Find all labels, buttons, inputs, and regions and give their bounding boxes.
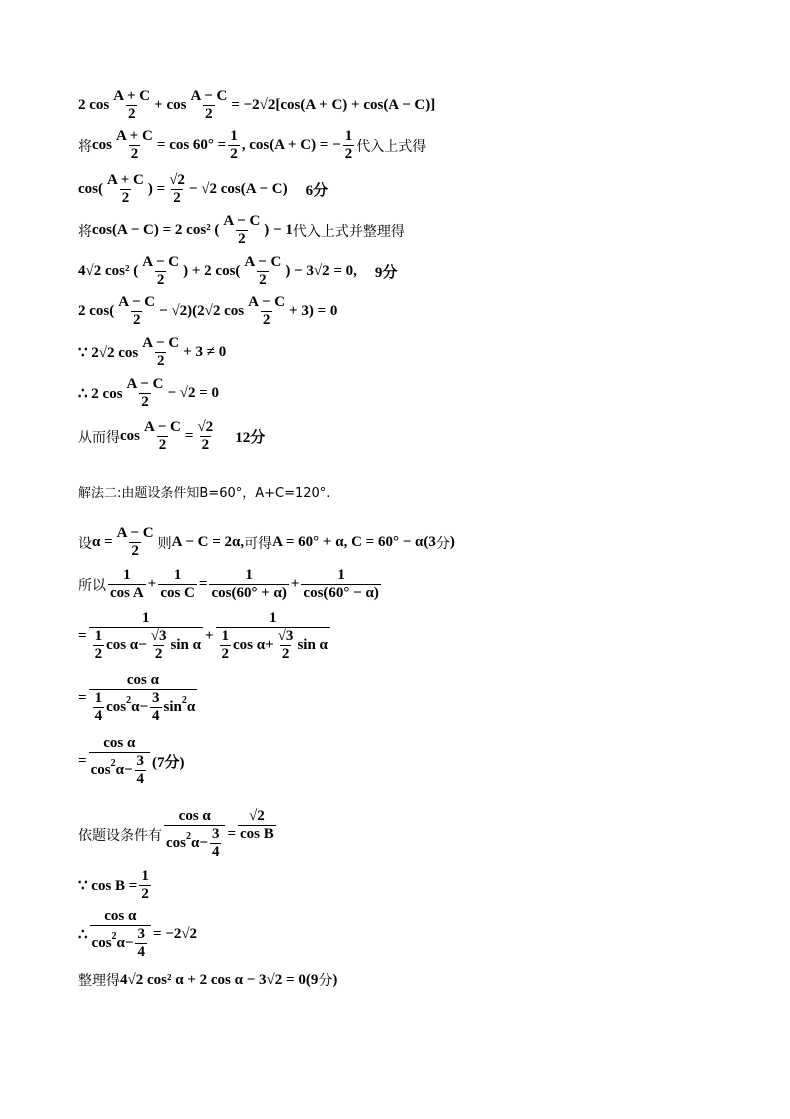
denominator: 4 (136, 771, 144, 787)
expr: 4√2 cos² ( (78, 263, 139, 279)
fraction (238, 808, 276, 843)
text: 所以 (78, 577, 106, 594)
fraction (301, 567, 380, 602)
fraction (158, 567, 197, 602)
text: 将 (78, 138, 92, 155)
denominator: 2 (127, 106, 136, 122)
expr: cos(A − C) = 2 cos² ( (92, 222, 220, 238)
expr: − (199, 835, 208, 851)
equation-line-19 (78, 970, 337, 990)
expr: 2 cos (78, 97, 110, 113)
numerator: √2 (249, 808, 265, 824)
numerator: 1 (94, 690, 103, 706)
numerator: √3 (150, 628, 167, 644)
denominator: 2 (230, 146, 238, 162)
expr: = −2√2 (152, 926, 198, 942)
expr: − (124, 935, 134, 951)
expr: ∵ 2√2 cos (78, 345, 139, 361)
denominator: 2 (173, 190, 181, 206)
equation-line-5 (78, 254, 397, 289)
denominator: 2 (154, 646, 163, 662)
denominator: 2 (205, 106, 213, 122)
score-label: 9分 (374, 265, 398, 281)
numerator: A − C (144, 419, 181, 435)
fraction (114, 128, 155, 163)
numerator: 3 (136, 753, 144, 769)
denominator: cos B (240, 826, 274, 842)
numerator: 1 (221, 628, 230, 644)
compound-fraction (89, 672, 198, 725)
denominator: 2 (132, 312, 141, 328)
denominator (90, 925, 151, 961)
expr: + (290, 576, 300, 592)
fraction (343, 128, 355, 163)
expr: cos (90, 762, 111, 778)
expr: − (139, 699, 148, 715)
text: 则 (157, 535, 172, 552)
denominator: cos(60° − α) (303, 585, 379, 601)
score-label: (7分) (152, 755, 185, 771)
fraction (195, 419, 215, 454)
fraction (115, 525, 156, 560)
equation-line-17 (78, 868, 153, 903)
numerator: 1 (173, 567, 182, 583)
numerator: cos α (178, 808, 211, 824)
denominator: 4 (94, 708, 103, 724)
expr: + (265, 637, 274, 653)
numerator: cos α (104, 908, 137, 924)
expr: sin α (170, 637, 201, 653)
numerator: A − C (116, 525, 154, 541)
numerator: A − C (190, 88, 228, 104)
numerator: √2 (197, 419, 214, 435)
expr: , cos(A + C) = − (241, 137, 341, 153)
expr: 4√2 cos² α + 2 cos α − 3√2 = 0(9 (120, 971, 319, 988)
denominator: 2 (259, 272, 267, 288)
exponent: 2 (186, 831, 191, 842)
exponent: 2 (181, 695, 187, 706)
equation-line-15 (78, 735, 185, 788)
numerator: 3 (152, 690, 160, 706)
compound-fraction (164, 808, 225, 861)
numerator: A − C (248, 294, 286, 310)
denominator: 2 (141, 394, 149, 410)
text: 依题设条件有 (78, 827, 162, 844)
numerator: √3 (277, 628, 294, 644)
text: 将 (78, 223, 92, 240)
expr: α (116, 935, 125, 951)
denominator: 4 (152, 708, 160, 724)
text: 分 (435, 535, 450, 552)
denominator (89, 689, 198, 725)
denominator: 2 (201, 437, 210, 453)
denominator: 2 (344, 146, 353, 162)
numerator: A − C (142, 254, 180, 270)
expr: cos α (106, 637, 139, 653)
numerator: 1 (344, 128, 353, 144)
equation-line-12 (78, 567, 383, 602)
expr: − √2)(2√2 cos (159, 303, 245, 319)
text: 代入上式得 (356, 138, 427, 155)
equation-line-8 (78, 376, 219, 411)
exponent: 2 (111, 931, 117, 942)
numerator: A − C (244, 254, 282, 270)
equation-line-14 (78, 672, 199, 725)
text: 代入上式并整理得 (292, 223, 405, 240)
numerator: A − C (142, 335, 180, 351)
method-two-heading (78, 482, 330, 501)
denominator: 2 (158, 437, 167, 453)
denominator: 2 (156, 353, 165, 369)
denominator: 2 (131, 543, 139, 559)
numerator: 1 (230, 128, 238, 144)
numerator: √2 (169, 172, 185, 188)
numerator: cos α (126, 672, 159, 688)
expr: ) − 3√2 = 0, (285, 263, 357, 279)
fraction (140, 254, 181, 289)
compound-fraction (90, 908, 151, 961)
expr: α (191, 835, 200, 851)
text: 可得 (244, 535, 273, 552)
fraction (188, 88, 229, 123)
expr: sin (163, 699, 182, 715)
expr: = −2√2[cos(A + C) + cos(A − C)] (231, 97, 436, 113)
expr: ∵ cos B = (78, 878, 138, 894)
denominator: 2 (281, 646, 290, 662)
fraction (246, 294, 287, 329)
denominator: 2 (221, 646, 230, 662)
score-label: 6分 (305, 183, 329, 199)
numerator: 1 (245, 567, 253, 583)
expr: − (138, 637, 147, 653)
expr: ) (449, 534, 455, 550)
denominator (89, 752, 150, 788)
denominator (164, 825, 225, 861)
denominator: 2 (262, 312, 271, 328)
expr: = (227, 826, 236, 842)
expr: = (184, 428, 194, 444)
text: 整理得 (78, 973, 120, 989)
equation-line-18 (78, 908, 197, 961)
expr: = (78, 690, 87, 706)
expr: cos (91, 935, 112, 951)
expr: 2 cos( (78, 303, 115, 319)
denominator: 2 (141, 886, 149, 902)
equation-line-13 (78, 610, 332, 663)
denominator: 2 (121, 190, 130, 206)
expr: ∴ (78, 927, 88, 943)
expr: + 3 ≠ 0 (183, 344, 227, 360)
denominator: 2 (238, 231, 246, 247)
numerator: 1 (94, 628, 103, 644)
exponent: 2 (126, 695, 132, 706)
expr: ∴ 2 cos (78, 386, 123, 402)
numerator: 1 (141, 868, 149, 884)
numerator: 3 (137, 926, 145, 942)
numerator: cos α (103, 735, 136, 751)
numerator: 1 (337, 567, 345, 583)
expr: ) − 1 (264, 222, 293, 238)
numerator: A + C (113, 88, 151, 104)
expr: ) = (147, 181, 166, 197)
expr: − (123, 762, 133, 778)
expr: α (115, 762, 124, 778)
denominator: 4 (211, 844, 220, 860)
text: 从而得 (78, 429, 120, 446)
text: 解法二:由题设条件知B=60°，A+C=120°. (78, 486, 331, 501)
equation-line-16 (78, 808, 278, 861)
equation-line-9 (78, 419, 265, 454)
equation-line-3 (78, 172, 328, 207)
numerator: A + C (107, 172, 144, 188)
expr: cos α (233, 637, 266, 653)
expr: + (147, 576, 157, 592)
expr: + cos (154, 97, 187, 113)
expr: cos (106, 699, 127, 715)
numerator: A + C (116, 128, 153, 144)
expr: sin α (297, 637, 328, 653)
equation-line-6 (78, 294, 337, 329)
numerator: 1 (123, 567, 131, 583)
text: 设 (78, 535, 92, 552)
denominator: 2 (130, 146, 139, 162)
denominator: cos C (160, 585, 195, 601)
numerator: 3 (211, 826, 220, 842)
expr: cos (92, 137, 112, 153)
numerator: A − C (223, 213, 261, 229)
expr: cos( (78, 181, 103, 197)
fraction (139, 868, 151, 903)
expr: α (186, 699, 196, 715)
expr: α = (92, 534, 113, 550)
fraction (140, 335, 181, 370)
numerator: 1 (142, 610, 150, 626)
equation-line-11 (78, 525, 455, 560)
expr: cos (166, 835, 186, 851)
equation-line-2 (78, 128, 426, 163)
expr: α (131, 699, 140, 715)
fraction (111, 88, 152, 123)
expr: ) + 2 cos( (183, 263, 241, 279)
expr: A − C = 2α, (171, 534, 245, 550)
expr: = cos 60° = (156, 137, 227, 153)
expr: + (204, 628, 214, 644)
equation-line-7 (78, 335, 226, 370)
compound-fraction (89, 735, 150, 788)
expr: − √2 cos(A − C) (188, 181, 288, 197)
fraction (167, 172, 187, 207)
equation-line-1 (78, 88, 435, 123)
expr: ) (332, 971, 338, 988)
denominator (216, 627, 330, 663)
fraction (125, 376, 166, 411)
score-label: 12分 (235, 430, 266, 446)
fraction (142, 419, 183, 454)
denominator: 2 (94, 646, 103, 662)
expr: = (198, 576, 208, 592)
fraction (108, 567, 146, 602)
fraction (242, 254, 283, 289)
numerator: 1 (268, 610, 277, 626)
exponent: 2 (110, 758, 116, 769)
expr: cos (120, 428, 140, 444)
numerator: A − C (118, 294, 156, 310)
expr: = (78, 753, 87, 769)
expr: + 3) = 0 (289, 303, 338, 319)
equation-line-4 (78, 213, 405, 248)
compound-fraction (216, 610, 330, 663)
denominator (89, 627, 203, 663)
fraction (228, 128, 240, 163)
expr: = (78, 628, 87, 644)
fraction (209, 567, 288, 602)
denominator: cos(60° + α) (211, 585, 287, 601)
fraction (116, 294, 157, 329)
denominator: cos A (110, 585, 144, 601)
fraction (221, 213, 262, 248)
denominator: 4 (137, 944, 145, 960)
fraction (105, 172, 146, 207)
expr: A = 60° + α, C = 60° − α(3 (272, 534, 436, 550)
text: 分 (318, 973, 333, 989)
compound-fraction (89, 610, 203, 663)
expr: − √2 = 0 (167, 385, 220, 401)
numerator: A − C (126, 376, 164, 392)
denominator: 2 (156, 272, 165, 288)
